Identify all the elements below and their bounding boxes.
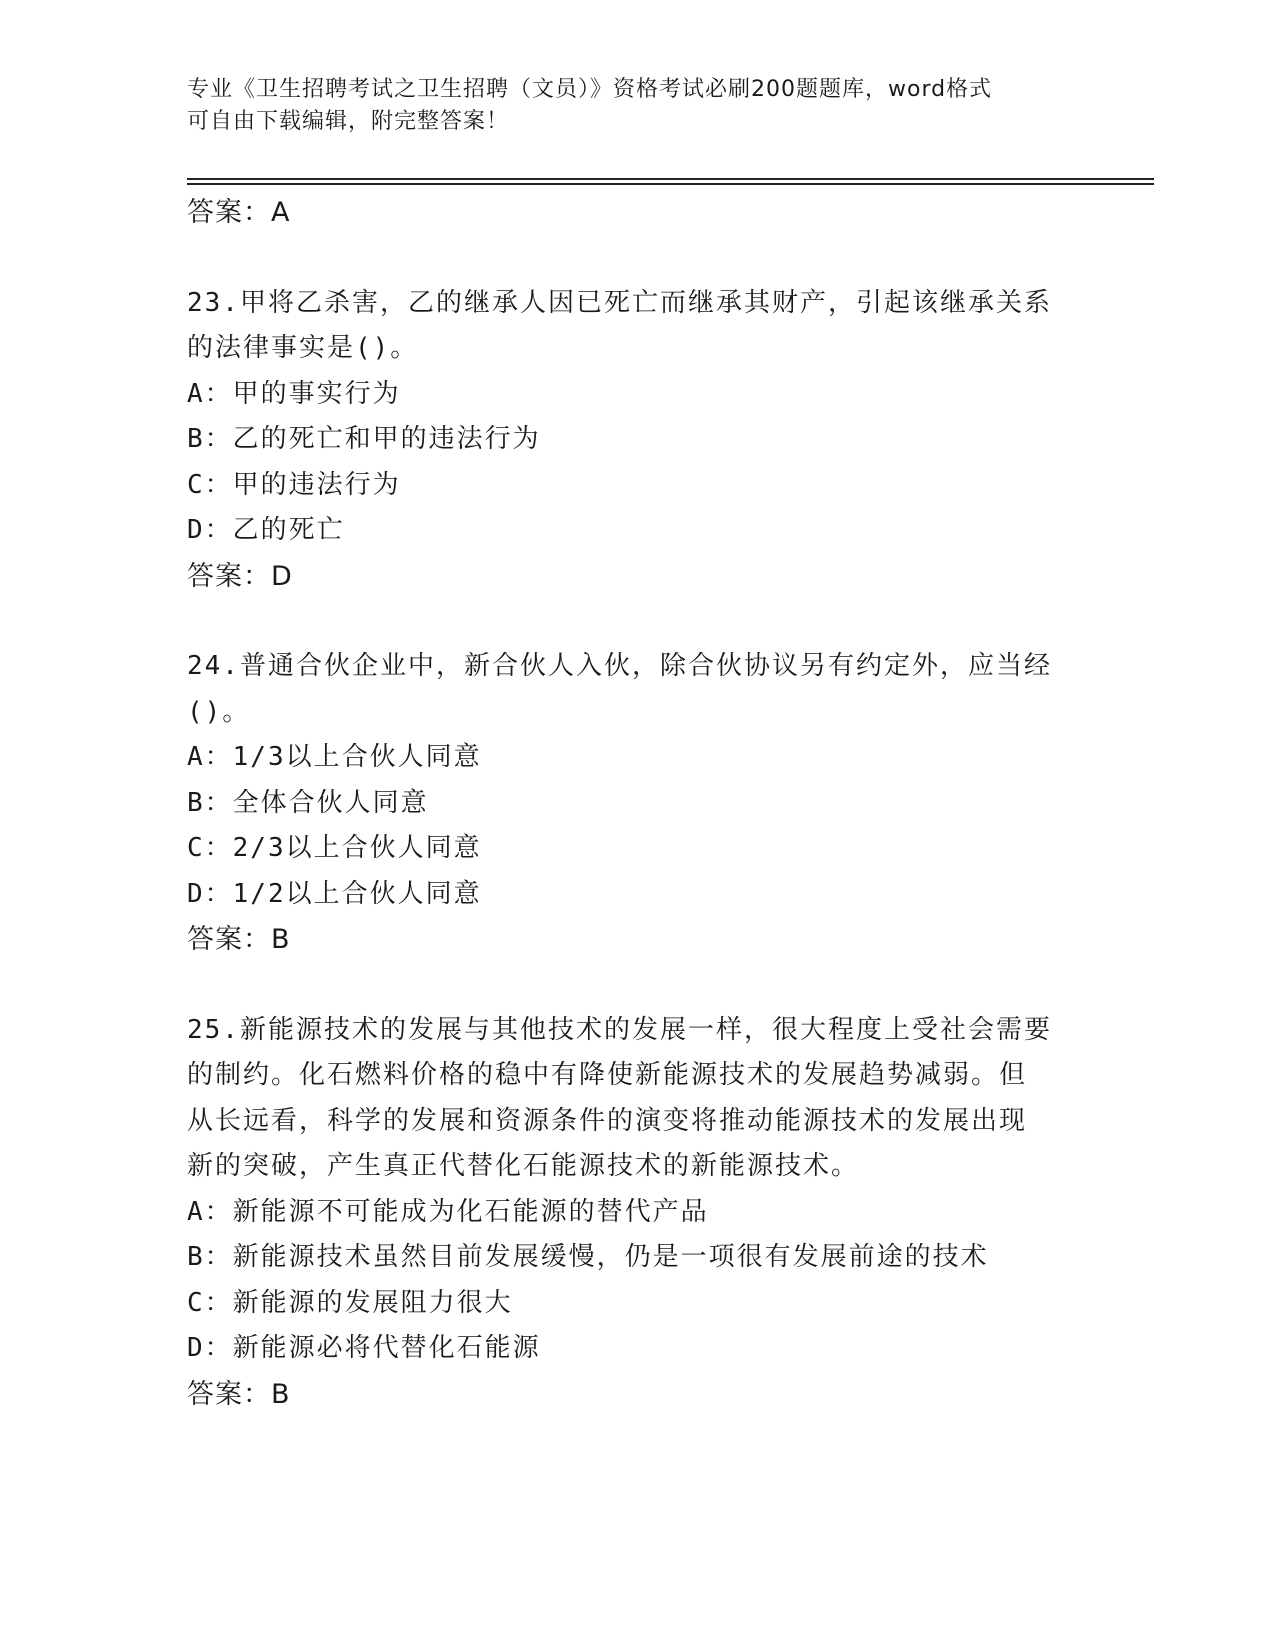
option-b: B：全体合伙人同意 xyxy=(187,787,429,818)
option-d: D：乙的死亡 xyxy=(187,515,345,545)
header-title-line-1: 专业《卫生招聘考试之卫生招聘（文员）》资格考试必刷200题题库，word格式 xyxy=(187,77,993,102)
question-stem-line: 从长远看，科学的发展和资源条件的演变将推动能源技术的发展出现 xyxy=(187,1105,1028,1136)
question-stem-line: 24.普通合伙企业中，新合伙人入伙，除合伙协议另有约定外，应当经 xyxy=(187,651,1052,681)
header-divider-top xyxy=(187,178,1154,180)
answer-line: 答案：D xyxy=(187,560,293,592)
question-stem-line: ()。 xyxy=(187,696,251,727)
option-a: A：新能源不可能成为化石能源的替代产品 xyxy=(187,1196,709,1227)
header-title-line-2: 可自由下载编辑，附完整答案！ xyxy=(187,109,510,134)
spacer xyxy=(187,236,1087,281)
answer-line: 答案：B xyxy=(187,924,291,955)
option-c: C：新能源的发展阻力很大 xyxy=(187,1287,513,1318)
previous-answer: 答案：A xyxy=(187,197,291,228)
question-block xyxy=(187,644,1087,963)
option-d: D：新能源必将代替化石能源 xyxy=(187,1333,541,1363)
option-c: C：甲的违法行为 xyxy=(187,469,401,500)
option-a: A：1/3以上合伙人同意 xyxy=(187,742,482,772)
question-block xyxy=(187,1008,1087,1418)
answer-line: 答案：B xyxy=(187,1378,291,1410)
option-b: B：新能源技术虽然目前发展缓慢，仍是一项很有发展前途的技术 xyxy=(187,1242,989,1272)
spacer xyxy=(187,963,1087,1008)
question-list xyxy=(187,190,1087,1417)
spacer xyxy=(187,599,1087,644)
question-stem-line: 的制约。化石燃料价格的稳中有降使新能源技术的发展趋势减弱。但 xyxy=(187,1060,1028,1090)
question-block xyxy=(187,281,1087,600)
question-stem-line: 25.新能源技术的发展与其他技术的发展一样，很大程度上受社会需要 xyxy=(187,1014,1052,1045)
option-c: C：2/3以上合伙人同意 xyxy=(187,833,482,863)
question-stem-line: 的法律事实是()。 xyxy=(187,333,419,363)
page-header xyxy=(187,74,1087,138)
option-d: D：1/2以上合伙人同意 xyxy=(187,878,482,909)
option-b: B：乙的死亡和甲的违法行为 xyxy=(187,424,541,454)
header-divider-bottom xyxy=(187,183,1154,185)
question-stem-line: 新的突破，产生真正代替化石能源技术的新能源技术。 xyxy=(187,1151,860,1181)
question-stem-line: 23.甲将乙杀害，乙的继承人因已死亡而继承其财产，引起该继承关系 xyxy=(187,287,1052,318)
option-a: A：甲的事实行为 xyxy=(187,378,401,409)
